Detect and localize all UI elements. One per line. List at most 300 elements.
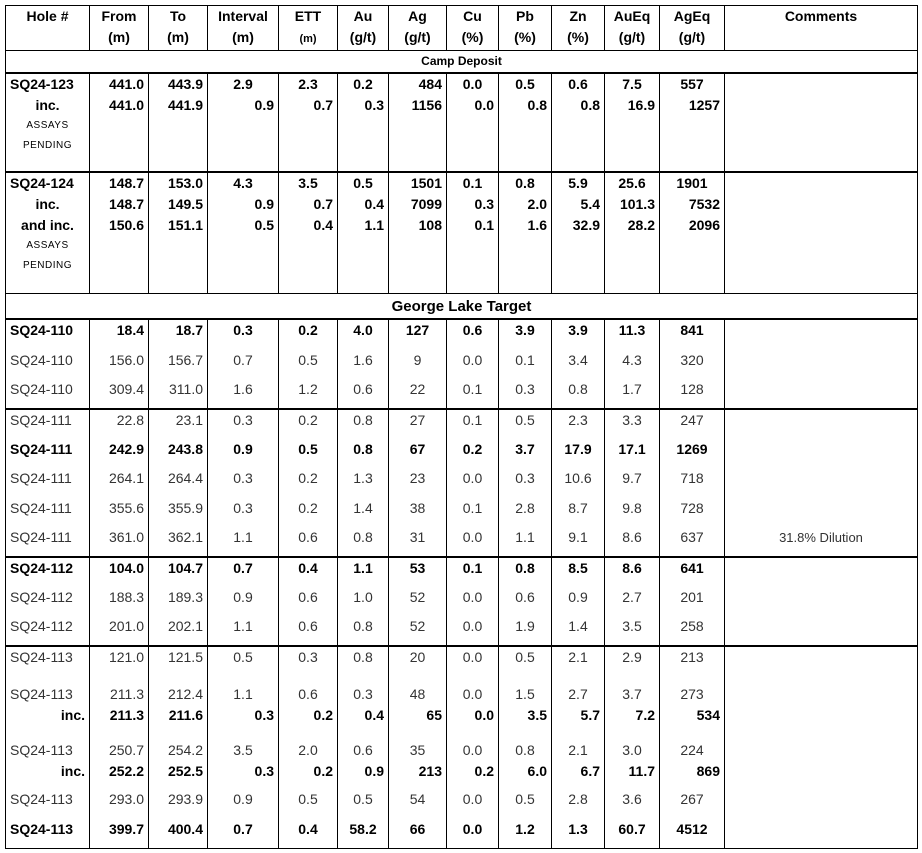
- value: 441.0: [108, 97, 144, 114]
- cell-pb: 1.9: [499, 616, 552, 646]
- cell-cu: [447, 733, 499, 789]
- george-row-sq24-111: [6, 498, 918, 527]
- cell-aueq: 1.7: [605, 379, 660, 409]
- cell-pb: 0.1: [499, 350, 552, 379]
- cell-ageq: 637: [660, 527, 725, 557]
- header-label: From: [101, 8, 137, 24]
- cell-aueq: 8.6: [605, 527, 660, 557]
- cell-ag: [389, 73, 447, 172]
- value-inc: 5.7: [580, 706, 600, 723]
- header-unit: (%): [514, 29, 536, 45]
- cell-pb: 1.1: [499, 527, 552, 557]
- cell-pb: 0.3: [499, 468, 552, 497]
- value-inc: 0.9: [364, 763, 384, 780]
- comment-cell: [725, 819, 918, 849]
- sub-label: and inc.: [21, 216, 74, 233]
- cell-cu: 0.1: [447, 409, 499, 439]
- hole-cell: SQ24-111: [6, 409, 90, 439]
- header-unit: (m): [299, 33, 317, 45]
- hole-cell: SQ24-111: [6, 439, 90, 468]
- cell-ag: 38: [389, 498, 447, 527]
- value: 2096: [688, 216, 720, 233]
- drill-results-table: [5, 5, 918, 849]
- cell-from: 264.1: [90, 468, 149, 497]
- header-label: To: [169, 8, 187, 24]
- pending-note: PENDING: [22, 140, 73, 152]
- value: 224: [680, 742, 704, 759]
- cell-aueq: 17.1: [605, 439, 660, 468]
- value: 148.7: [108, 174, 144, 191]
- value-inc: 211.3: [109, 706, 144, 723]
- cell-au: 0.6: [338, 379, 389, 409]
- value: 0.3: [474, 195, 494, 212]
- value: 7.5: [622, 76, 642, 93]
- cell-pb: 0.8: [499, 557, 552, 587]
- value: 3.0: [622, 742, 642, 759]
- cell-aueq: [605, 733, 660, 789]
- cell-zn: [552, 73, 605, 172]
- cell-ett: 0.2: [279, 319, 338, 349]
- section-row-camp: [6, 51, 918, 74]
- cell-au: 1.6: [338, 350, 389, 379]
- header-ett: [279, 6, 338, 51]
- george-section: [6, 294, 918, 320]
- hole-cell: SQ24-111: [6, 468, 90, 497]
- cell-ageq: [660, 677, 725, 733]
- cell-from: [90, 73, 149, 172]
- cell-ag: 9: [389, 350, 447, 379]
- cell-ett: 0.6: [279, 587, 338, 616]
- cell-zn: 9.1: [552, 527, 605, 557]
- comment-cell: [725, 498, 918, 527]
- value: 212.4: [167, 685, 203, 702]
- cell-cu: [447, 677, 499, 733]
- header-label: Zn: [569, 8, 587, 24]
- cell-interval: 0.3: [208, 468, 279, 497]
- value: 0.4: [313, 216, 333, 233]
- cell-from: 309.4: [90, 379, 149, 409]
- cell-cu: 0.0: [447, 789, 499, 818]
- cell-aueq: [605, 677, 660, 733]
- header-label: ETT: [294, 8, 322, 24]
- comment-cell: [725, 733, 918, 789]
- value: 2.0: [527, 195, 547, 212]
- george-row-sq24-113: [6, 819, 918, 849]
- value: 48: [409, 685, 426, 702]
- cell-from: 293.0: [90, 789, 149, 818]
- cell-to: 202.1: [149, 616, 208, 646]
- cell-pb: [499, 172, 552, 294]
- value: 0.3: [364, 97, 384, 114]
- sub-label: inc.: [60, 706, 85, 723]
- sub-label: inc.: [60, 763, 85, 780]
- header-label: AuEq: [613, 8, 651, 24]
- comment-cell: [725, 350, 918, 379]
- cell-from: 18.4: [90, 319, 149, 349]
- cell-au: 4.0: [338, 319, 389, 349]
- cell-pb: [499, 677, 552, 733]
- cell-au: 1.1: [338, 557, 389, 587]
- camp-section: [6, 51, 918, 74]
- cell-au: 1.3: [338, 468, 389, 497]
- value: 5.4: [580, 195, 600, 212]
- cell-ag: 54: [389, 789, 447, 818]
- cell-interval: 0.3: [208, 498, 279, 527]
- header-row: [6, 6, 918, 51]
- value: 2.0: [298, 742, 318, 759]
- value: 0.8: [515, 742, 535, 759]
- cell-cu: 0.0: [447, 350, 499, 379]
- cell-au: 0.5: [338, 789, 389, 818]
- camp-row-sq24-123: [6, 73, 918, 172]
- header-unit: (%): [461, 29, 484, 45]
- cell-ageq: [660, 733, 725, 789]
- value-inc: 7.2: [635, 706, 655, 723]
- george-row-sq24-110: [6, 350, 918, 379]
- hole-cell: SQ24-112: [6, 616, 90, 646]
- cell-ett: 0.3: [279, 646, 338, 676]
- cell-ageq: 213: [660, 646, 725, 676]
- cell-ageq: 320: [660, 350, 725, 379]
- value-inc: 252.2: [108, 763, 144, 780]
- value-inc: 534: [696, 706, 720, 723]
- cell-ag: 127: [389, 319, 447, 349]
- cell-ett: 0.5: [279, 350, 338, 379]
- value: 1901: [676, 174, 708, 191]
- value-inc: 3.5: [527, 706, 547, 723]
- cell-pb: [499, 733, 552, 789]
- header-label: Comments: [784, 8, 858, 24]
- cell-interval: 0.3: [208, 409, 279, 439]
- cell-ett: 0.4: [279, 557, 338, 587]
- header-unit: (m): [232, 29, 254, 45]
- value: 5.9: [568, 174, 588, 191]
- value: 441.9: [167, 97, 203, 114]
- header-to: [149, 6, 208, 51]
- sub-label: inc.: [35, 97, 60, 114]
- header-aueq: [605, 6, 660, 51]
- cell-ett: 0.2: [279, 409, 338, 439]
- value: 0.3: [353, 685, 373, 702]
- value-inc: 213: [418, 763, 442, 780]
- value: 28.2: [627, 216, 655, 233]
- cell-ag: 31: [389, 527, 447, 557]
- cell-to: [149, 73, 208, 172]
- george-row-sq24-113-with-inc: [6, 733, 918, 789]
- cell-cu: 0.0: [447, 819, 499, 849]
- header-ag: [389, 6, 447, 51]
- cell-zn: 2.1: [552, 646, 605, 676]
- cell-ageq: [660, 172, 725, 294]
- cell-interval: 0.7: [208, 819, 279, 849]
- george-row-sq24-112: [6, 557, 918, 587]
- cell-ageq: 201: [660, 587, 725, 616]
- cell-ett: 1.2: [279, 379, 338, 409]
- comment-cell: 31.8% Dilution: [725, 527, 918, 557]
- george-row-sq24-111: [6, 409, 918, 439]
- hole-cell: [6, 733, 90, 789]
- george-row-sq24-113-with-inc: [6, 677, 918, 733]
- cell-pb: 1.2: [499, 819, 552, 849]
- cell-pb: 0.5: [499, 409, 552, 439]
- comment-cell: [725, 172, 918, 294]
- cell-ag: 27: [389, 409, 447, 439]
- value-inc: 0.2: [474, 763, 494, 780]
- cell-zn: [552, 733, 605, 789]
- value: 1156: [411, 97, 442, 114]
- value: 0.8: [580, 97, 600, 114]
- george-row-sq24-113: [6, 646, 918, 676]
- value-inc: 252.5: [167, 763, 203, 780]
- cell-aueq: 11.3: [605, 319, 660, 349]
- hole-cell: SQ24-111: [6, 527, 90, 557]
- header-label: Interval: [218, 8, 268, 24]
- cell-ett: [279, 677, 338, 733]
- cell-to: 264.4: [149, 468, 208, 497]
- value: 2.9: [233, 76, 253, 93]
- hole-id: SQ24-123: [10, 76, 74, 93]
- cell-aueq: [605, 172, 660, 294]
- value: 148.7: [108, 195, 144, 212]
- cell-zn: [552, 172, 605, 294]
- value: 2.3: [298, 76, 318, 93]
- cell-ag: 53: [389, 557, 447, 587]
- cell-cu: 0.1: [447, 379, 499, 409]
- header-unit: (m): [108, 29, 130, 45]
- value-inc: 869: [696, 763, 720, 780]
- cell-to: 18.7: [149, 319, 208, 349]
- cell-from: 399.7: [90, 819, 149, 849]
- value-inc: 0.2: [313, 763, 333, 780]
- cell-pb: [499, 73, 552, 172]
- value: 211.3: [110, 685, 144, 702]
- cell-ageq: 728: [660, 498, 725, 527]
- cell-cu: 0.0: [447, 587, 499, 616]
- cell-cu: 0.0: [447, 646, 499, 676]
- cell-interval: [208, 733, 279, 789]
- cell-zn: 0.8: [552, 379, 605, 409]
- cell-to: 189.3: [149, 587, 208, 616]
- header-label: Hole #: [26, 8, 69, 24]
- cell-ett: [279, 733, 338, 789]
- george-row-sq24-111: [6, 527, 918, 557]
- george-row-sq24-110: [6, 379, 918, 409]
- cell-to: 355.9: [149, 498, 208, 527]
- cell-zn: 1.4: [552, 616, 605, 646]
- hole-cell: SQ24-111: [6, 498, 90, 527]
- cell-from: 22.8: [90, 409, 149, 439]
- comment-cell: [725, 439, 918, 468]
- value: 441.0: [108, 76, 144, 93]
- value: 0.8: [527, 97, 547, 114]
- section-title-camp: Camp Deposit: [6, 51, 918, 74]
- cell-from: 361.0: [90, 527, 149, 557]
- cell-cu: 0.1: [447, 557, 499, 587]
- george-row-sq24-111: [6, 468, 918, 497]
- comment-cell: [725, 587, 918, 616]
- cell-au: [338, 73, 389, 172]
- george-row-sq24-112: [6, 616, 918, 646]
- value-inc: 6.0: [527, 763, 547, 780]
- value: 0.5: [515, 76, 535, 93]
- section-row-george: [6, 294, 918, 320]
- cell-interval: [208, 677, 279, 733]
- pending-note: ASSAYS: [26, 120, 69, 132]
- cell-aueq: 2.7: [605, 587, 660, 616]
- camp-row-sq24-124: [6, 172, 918, 294]
- value: 0.1: [474, 216, 494, 233]
- value: 7099: [410, 195, 442, 212]
- value: 7532: [688, 195, 720, 212]
- header-label: Cu: [463, 8, 482, 24]
- value: 4.3: [233, 174, 253, 191]
- cell-cu: 0.0: [447, 616, 499, 646]
- value: 0.0: [474, 97, 494, 114]
- cell-to: [149, 172, 208, 294]
- header-from: [90, 6, 149, 51]
- cell-zn: 1.3: [552, 819, 605, 849]
- cell-au: [338, 733, 389, 789]
- cell-au: 0.8: [338, 409, 389, 439]
- cell-interval: 0.3: [208, 319, 279, 349]
- camp-blocks: [6, 73, 918, 294]
- header-label: AgEq: [673, 8, 711, 24]
- comment-cell: [725, 789, 918, 818]
- cell-au: [338, 172, 389, 294]
- cell-au: 1.4: [338, 498, 389, 527]
- header-cu: [447, 6, 499, 51]
- cell-ageq: 258: [660, 616, 725, 646]
- value: 3.5: [298, 174, 318, 191]
- cell-to: 156.7: [149, 350, 208, 379]
- hole-id: SQ24-124: [10, 174, 74, 191]
- cell-zn: 3.9: [552, 319, 605, 349]
- cell-ag: 67: [389, 439, 447, 468]
- cell-interval: 0.7: [208, 557, 279, 587]
- header-label: Pb: [516, 8, 534, 24]
- comment-cell: [725, 468, 918, 497]
- cell-to: 311.0: [149, 379, 208, 409]
- value: 1257: [688, 97, 720, 114]
- comment-cell: [725, 616, 918, 646]
- value: 0.7: [313, 97, 333, 114]
- hole-cell: [6, 73, 90, 172]
- value: 1.5: [515, 685, 535, 702]
- cell-au: 0.8: [338, 616, 389, 646]
- cell-from: 355.6: [90, 498, 149, 527]
- sub-label: inc.: [35, 195, 60, 212]
- cell-au: 1.0: [338, 587, 389, 616]
- comment-cell: [725, 557, 918, 587]
- cell-cu: 0.6: [447, 319, 499, 349]
- cell-zn: 17.9: [552, 439, 605, 468]
- header-comments: [725, 6, 918, 51]
- cell-from: 156.0: [90, 350, 149, 379]
- cell-to: 293.9: [149, 789, 208, 818]
- value: 1.1: [364, 216, 384, 233]
- header-unit: (%): [567, 29, 589, 45]
- value: 150.6: [108, 216, 144, 233]
- cell-au: 0.8: [338, 439, 389, 468]
- george-row-sq24-112: [6, 587, 918, 616]
- hole-cell: [6, 172, 90, 294]
- cell-interval: 0.7: [208, 350, 279, 379]
- header-unit: (m): [167, 29, 189, 45]
- hole-id: SQ24-113: [10, 742, 73, 759]
- cell-interval: 1.1: [208, 616, 279, 646]
- cell-ag: 52: [389, 616, 447, 646]
- george-blocks: [6, 319, 918, 848]
- cell-ett: 0.4: [279, 819, 338, 849]
- cell-cu: 0.1: [447, 498, 499, 527]
- cell-ag: 22: [389, 379, 447, 409]
- cell-from: [90, 172, 149, 294]
- cell-zn: 2.8: [552, 789, 605, 818]
- cell-ag: 23: [389, 468, 447, 497]
- hole-id: SQ24-113: [10, 685, 73, 702]
- cell-ageq: 4512: [660, 819, 725, 849]
- hole-cell: SQ24-110: [6, 350, 90, 379]
- value: 149.5: [167, 195, 203, 212]
- comment-cell: [725, 409, 918, 439]
- header-label: Au: [353, 8, 373, 24]
- value-inc: 211.6: [168, 706, 203, 723]
- hole-cell: SQ24-110: [6, 379, 90, 409]
- value: 0.2: [353, 76, 373, 93]
- cell-aueq: 3.6: [605, 789, 660, 818]
- header-interval: [208, 6, 279, 51]
- value: 3.5: [233, 742, 253, 759]
- hole-cell: SQ24-112: [6, 587, 90, 616]
- value-inc: 0.0: [474, 706, 494, 723]
- cell-zn: 8.5: [552, 557, 605, 587]
- cell-aueq: 3.5: [605, 616, 660, 646]
- value: 0.1: [462, 174, 483, 191]
- cell-ett: 0.2: [279, 498, 338, 527]
- cell-ageq: 841: [660, 319, 725, 349]
- cell-pb: 3.9: [499, 319, 552, 349]
- value: 0.9: [254, 97, 274, 114]
- value-inc: 0.3: [254, 763, 274, 780]
- value-inc: 0.3: [254, 706, 274, 723]
- cell-cu: 0.0: [447, 527, 499, 557]
- value: 0.0: [462, 685, 483, 702]
- value: 108: [418, 216, 442, 233]
- cell-zn: 0.9: [552, 587, 605, 616]
- cell-aueq: 4.3: [605, 350, 660, 379]
- cell-to: [149, 733, 208, 789]
- value: 101.3: [619, 195, 655, 212]
- cell-cu: [447, 73, 499, 172]
- value: 1.6: [527, 216, 547, 233]
- cell-ett: [279, 73, 338, 172]
- george-row-sq24-113: [6, 789, 918, 818]
- cell-interval: 0.9: [208, 587, 279, 616]
- cell-zn: 2.3: [552, 409, 605, 439]
- cell-ag: [389, 172, 447, 294]
- cell-au: [338, 677, 389, 733]
- header-ageq: [660, 6, 725, 51]
- cell-from: 201.0: [90, 616, 149, 646]
- cell-from: 104.0: [90, 557, 149, 587]
- cell-ag: [389, 677, 447, 733]
- cell-aueq: 8.6: [605, 557, 660, 587]
- cell-aueq: [605, 73, 660, 172]
- cell-to: 362.1: [149, 527, 208, 557]
- value: 0.4: [364, 195, 384, 212]
- value: 2.1: [568, 742, 588, 759]
- comment-cell: [725, 73, 918, 172]
